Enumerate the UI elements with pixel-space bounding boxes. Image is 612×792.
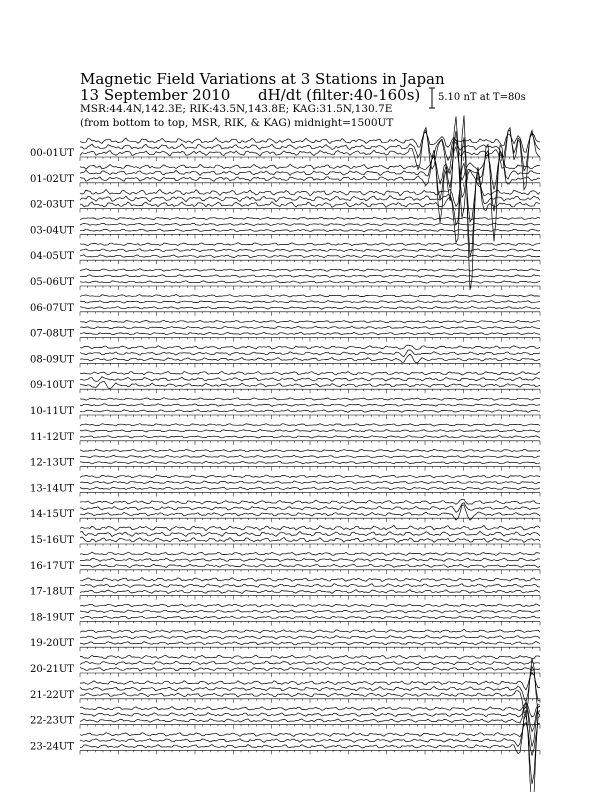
trace-msr xyxy=(80,424,540,427)
hour-row xyxy=(30,655,540,677)
trace-msr xyxy=(80,217,540,220)
trace-rik xyxy=(80,130,540,171)
trace-msr xyxy=(80,320,540,323)
trace-rik xyxy=(80,275,540,278)
trace-kag xyxy=(80,658,540,715)
trace-rik xyxy=(80,377,540,382)
trace-rik xyxy=(80,404,540,407)
trace-msr xyxy=(80,132,540,152)
chart-date: 13 September 2010 xyxy=(80,86,231,104)
trace-kag xyxy=(80,307,540,310)
trace-msr xyxy=(80,371,540,375)
hour-row xyxy=(30,552,540,574)
trace-msr xyxy=(80,552,540,555)
trace-kag xyxy=(80,354,540,363)
hour-row xyxy=(30,629,540,651)
trace-rik xyxy=(80,137,540,256)
trace-kag xyxy=(80,436,540,439)
scale-bar-label: 5.10 nT at T=80s xyxy=(438,92,526,103)
hour-label: 06-07UT xyxy=(30,302,74,314)
filter-label: dH/dt (filter:40-160s) xyxy=(258,86,421,104)
trace-rik xyxy=(80,223,540,226)
trace-msr xyxy=(80,449,540,452)
hour-row xyxy=(30,345,540,367)
trace-rik xyxy=(80,430,540,433)
trace-msr xyxy=(80,243,540,246)
trace-rik xyxy=(80,584,540,588)
trace-msr xyxy=(80,475,540,478)
hour-row xyxy=(30,449,540,470)
trace-msr xyxy=(80,604,540,607)
trace-msr xyxy=(80,269,540,272)
hour-label: 22-23UT xyxy=(30,715,74,727)
trace-kag xyxy=(80,564,540,567)
trace-rik xyxy=(80,455,540,458)
trace-kag xyxy=(80,537,540,543)
hour-label: 15-16UT xyxy=(30,535,74,546)
hour-row xyxy=(30,578,540,600)
trace-msr xyxy=(80,345,540,350)
hour-row xyxy=(30,604,540,626)
hour-row xyxy=(30,217,540,238)
trace-rik xyxy=(80,350,540,357)
hour-row xyxy=(30,424,540,445)
hour-label: 11-12UT xyxy=(30,431,74,443)
hour-row xyxy=(30,710,540,792)
station-coordinates: MSR:44.4N,142.3E; RIK:43.5N,143.8E; KAG:31.5N,130.7E xyxy=(80,103,393,115)
trace-kag xyxy=(80,332,540,335)
trace-kag xyxy=(80,590,540,594)
trace-msr xyxy=(80,578,540,582)
trace-msr xyxy=(80,295,540,298)
trace-msr xyxy=(80,526,540,531)
hour-row xyxy=(30,243,540,265)
hour-label: 00-01UT xyxy=(30,148,74,159)
trace-kag xyxy=(80,410,540,413)
hour-label: 17-18UT xyxy=(30,586,74,598)
scale-bar xyxy=(429,88,435,108)
hour-label: 04-05UT xyxy=(30,251,74,263)
hour-row xyxy=(30,702,540,747)
hour-label: 03-04UT xyxy=(30,225,74,237)
hour-label: 08-09UT xyxy=(30,354,74,366)
trace-rik xyxy=(80,249,540,252)
hour-label: 07-08UT xyxy=(30,328,74,340)
trace-kag xyxy=(80,616,540,619)
trace-order-note: (from bottom to top, MSR, RIK, & KAG) midnight=1500UT xyxy=(80,117,394,129)
hour-row xyxy=(30,116,540,241)
hour-row xyxy=(30,320,540,341)
hour-row xyxy=(30,658,540,715)
trace-kag xyxy=(80,381,540,388)
trace-msr xyxy=(80,499,540,504)
hour-label: 23-24UT xyxy=(30,741,74,753)
trace-kag xyxy=(80,229,540,232)
hour-label: 05-06UT xyxy=(30,277,74,288)
trace-rows xyxy=(30,115,540,792)
hour-row xyxy=(30,295,540,316)
trace-kag xyxy=(80,487,540,490)
hour-label: 14-15UT xyxy=(30,509,74,521)
hour-label: 12-13UT xyxy=(30,457,74,469)
hour-label: 18-19UT xyxy=(30,612,74,624)
trace-rik xyxy=(80,481,540,484)
hour-row xyxy=(30,499,540,522)
hour-label: 01-02UT xyxy=(30,173,74,185)
hour-row xyxy=(30,526,540,549)
hour-label: 19-20UT xyxy=(30,638,74,650)
chart-title: Magnetic Field Variations at 3 Stations in Japan xyxy=(80,70,445,88)
hour-row xyxy=(30,398,540,419)
hour-row xyxy=(30,269,540,290)
trace-kag xyxy=(80,255,540,258)
hour-label: 09-10UT xyxy=(30,380,74,392)
hour-label: 02-03UT xyxy=(30,199,74,211)
trace-rik xyxy=(80,610,540,613)
trace-rik xyxy=(80,661,540,665)
trace-msr xyxy=(80,398,540,401)
trace-msr xyxy=(80,655,540,659)
trace-rik xyxy=(80,636,540,640)
trace-rik xyxy=(80,558,540,561)
trace-kag xyxy=(80,116,540,241)
trace-rik xyxy=(80,531,540,536)
hour-label: 16-17UT xyxy=(30,560,74,572)
hour-row xyxy=(30,371,540,393)
trace-rik xyxy=(80,326,540,329)
hour-label: 13-14UT xyxy=(30,483,74,495)
trace-rik xyxy=(80,301,540,304)
hour-label: 21-22UT xyxy=(30,689,74,701)
trace-msr xyxy=(80,629,540,633)
trace-kag xyxy=(80,667,540,671)
hour-label: 20-21UT xyxy=(30,664,74,675)
hour-row xyxy=(30,475,540,496)
hour-label: 10-11UT xyxy=(30,406,74,417)
trace-kag xyxy=(80,641,540,645)
trace-kag xyxy=(80,461,540,464)
